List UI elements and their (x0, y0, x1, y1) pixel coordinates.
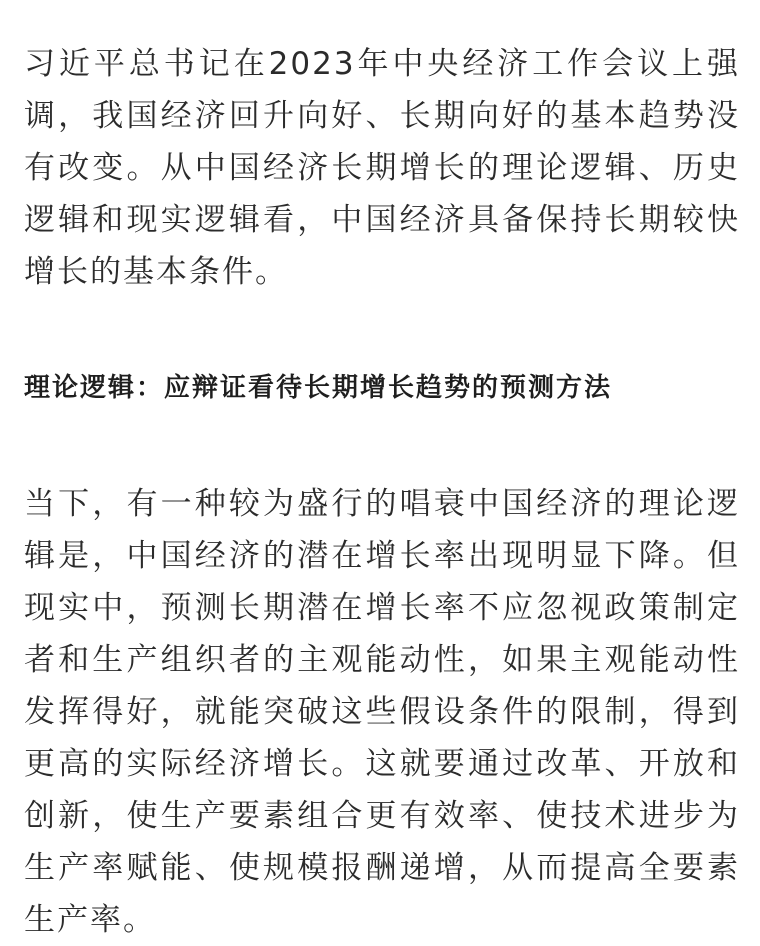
section-heading: 理论逻辑：应辩证看待长期增长趋势的预测方法 (24, 373, 613, 403)
intro-paragraph: 习近平总书记在2023年中央经济工作会议上强调，我国经济回升向好、长期向好的基本趋势没有改变。从中国经济长期增长的理论逻辑、历史逻辑和现实逻辑看，中国经济具备保持长期较快增长的基本条件。 (24, 46, 740, 290)
body-paragraph: 当下，有一种较为盛行的唱衰中国经济的理论逻辑是，中国经济的潜在增长率出现明显下降。但现实中，预测长期潜在增长率不应忽视政策制定者和生产组织者的主观能动性，如果主观能动性发挥得好，就能突破这些假设条件的限制，得到更高的实际经济增长。这就要通过改革、开放和创新，使生产要素组合更有效率、使技术进步为生产率赋能、使规模报酬递增，从而提高全要素生产率。 (24, 486, 740, 938)
article-body (24, 38, 740, 946)
